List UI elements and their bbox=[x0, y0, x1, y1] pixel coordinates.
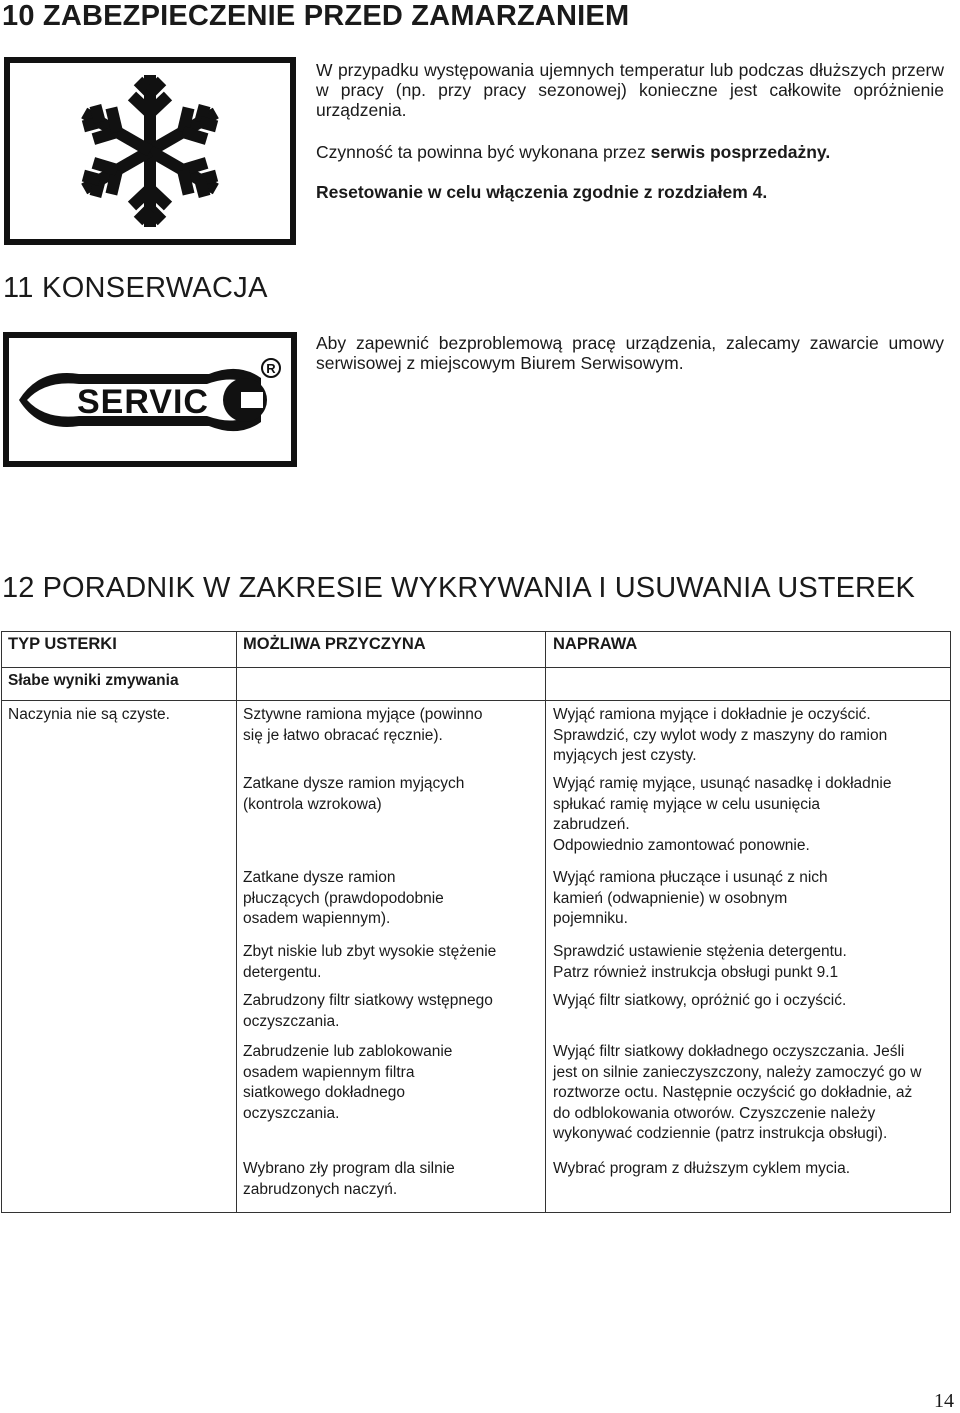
table-border-top bbox=[1, 631, 951, 632]
cause-line: Zatkane dysze ramion myjących bbox=[243, 775, 465, 792]
remedy-item bbox=[553, 868, 828, 930]
header-possible-cause: MOŻLIWA PRZYCZYNA bbox=[243, 635, 426, 653]
remedy-item bbox=[553, 991, 846, 1012]
svg-text:R: R bbox=[266, 361, 276, 376]
fault-dishes-not-clean: Naczynia nie są czyste. bbox=[8, 706, 170, 723]
cause-line: oczyszczania. bbox=[243, 1012, 340, 1030]
section-10-heading: 10 ZABEZPIECZENIE PRZED ZAMARZANIEM bbox=[2, 0, 630, 32]
header-remedy: NAPRAWA bbox=[553, 635, 638, 653]
remedy-line: Wyjąć ramię myjące, usunąć nasadkę i dokładnie bbox=[553, 775, 892, 792]
cause-line: Zatkane dysze ramion bbox=[243, 869, 396, 886]
reset-note: Resetowanie w celu włączenia zgodnie z rozdziałem 4. bbox=[316, 182, 768, 202]
aftersales-service-text: serwis posprzedażny. bbox=[650, 142, 831, 162]
remedy-line: pojemniku. bbox=[553, 910, 628, 927]
table-border-right bbox=[950, 631, 951, 1213]
remedy-line: Wybrać program z dłuższym cyklem mycia. bbox=[553, 1160, 850, 1177]
cause-item bbox=[243, 942, 496, 983]
cause-item bbox=[243, 1042, 452, 1124]
remedy-line: myjących jest czysty. bbox=[553, 747, 697, 764]
cause-item bbox=[243, 774, 464, 815]
cause-item bbox=[243, 868, 444, 930]
service-sentence: Czynność ta powinna być wykonana przez bbox=[316, 142, 651, 162]
cause-line: detergentu. bbox=[243, 963, 322, 981]
remedy-line: Patrz również instrukcja obsługi punkt 9.1 bbox=[553, 963, 839, 981]
table-border-bottom bbox=[1, 1212, 951, 1213]
remedy-item bbox=[553, 942, 847, 983]
cause-item bbox=[243, 705, 483, 746]
cause-line: (kontrola wzrokowa) bbox=[243, 795, 382, 813]
remedy-item bbox=[553, 1042, 921, 1145]
cause-line: się je łatwo obracać ręcznie). bbox=[243, 726, 443, 744]
maintenance-paragraph: Aby zapewnić bezproblemową pracę urządzenia, zalecamy zawarcie umowy serwisowej z miejscowym Biurem Serwisowym. bbox=[316, 333, 944, 373]
cause-line: siatkowego dokładnego bbox=[243, 1084, 406, 1101]
frost-paragraph: W przypadku występowania ujemnych temperatur lub podczas dłuższych przerw w pracy (np. przy pracy sezonowej) konieczne jest całkowite opróżnienie urządzenia. bbox=[316, 60, 944, 120]
remedy-line: wykonywać codziennie (patrz instrukcja obsługi). bbox=[553, 1125, 888, 1142]
remedy-line: do odblokowania otworów. Czyszczenie należy bbox=[553, 1104, 876, 1122]
remedy-line: Sprawdzić, czy wylot wody z maszyny do ramion bbox=[553, 726, 888, 744]
remedy-line: Wyjąć filtr siatkowy, opróżnić go i oczyścić. bbox=[553, 992, 847, 1009]
svg-text:SERVIC: SERVIC bbox=[77, 383, 209, 421]
table-header-divider bbox=[1, 667, 951, 668]
cause-line: Sztywne ramiona myjące (powinno bbox=[243, 706, 483, 723]
page-number: 14 bbox=[934, 1390, 954, 1412]
cause-line: zabrudzonych naczyń. bbox=[243, 1180, 398, 1198]
remedy-line: jest on silnie zanieczyszczony, należy zamoczyć go w bbox=[553, 1063, 922, 1081]
table-border-left bbox=[1, 631, 2, 1213]
table-group-divider bbox=[1, 700, 951, 701]
remedy-line: kamień (odwapnienie) w osobnym bbox=[553, 889, 788, 907]
remedy-line: roztworze octu. Następnie oczyścić go dokładnie, aż bbox=[553, 1084, 913, 1101]
group-label-poor-washing: Słabe wyniki zmywania bbox=[8, 672, 179, 689]
remedy-line: spłukać ramię myjące w celu usunięcia bbox=[553, 795, 821, 813]
cause-line: Wybrano zły program dla silnie bbox=[243, 1160, 455, 1177]
remedy-line: Sprawdzić ustawienie stężenia detergentu. bbox=[553, 943, 847, 960]
remedy-item bbox=[553, 705, 887, 767]
header-fault-type: TYP USTERKI bbox=[8, 635, 117, 653]
cause-line: płuczących (prawdopodobnie bbox=[243, 889, 444, 907]
remedy-item bbox=[553, 1159, 850, 1180]
cause-line: osadem wapiennym). bbox=[243, 910, 391, 927]
table-col-divider-2 bbox=[545, 631, 546, 1213]
cause-item bbox=[243, 991, 493, 1032]
cause-line: Zbyt niskie lub zbyt wysokie stężenie bbox=[243, 943, 497, 960]
section-11-heading: 11 KONSERWACJA bbox=[3, 272, 268, 304]
section-12-heading: 12 PORADNIK W ZAKRESIE WYKRYWANIA I USUWANIA USTEREK bbox=[2, 572, 915, 604]
remedy-line: Wyjąć ramiona płuczące i usunąć z nich bbox=[553, 869, 828, 886]
table-col-divider-1 bbox=[236, 631, 237, 1213]
cause-line: Zabrudzony filtr siatkowy wstępnego bbox=[243, 992, 493, 1009]
cause-line: Zabrudzenie lub zablokowanie bbox=[243, 1043, 453, 1060]
remedy-line: Odpowiednio zamontować ponownie. bbox=[553, 836, 810, 854]
cause-line: osadem wapiennym filtra bbox=[243, 1063, 415, 1081]
remedy-item bbox=[553, 774, 891, 856]
remedy-line: Wyjąć ramiona myjące i dokładnie je oczyścić. bbox=[553, 706, 871, 723]
cause-line: oczyszczania. bbox=[243, 1104, 340, 1122]
remedy-line: Wyjąć filtr siatkowy dokładnego oczyszczania. Jeśli bbox=[553, 1043, 905, 1060]
remedy-line: zabrudzeń. bbox=[553, 816, 630, 833]
cause-item bbox=[243, 1159, 455, 1200]
